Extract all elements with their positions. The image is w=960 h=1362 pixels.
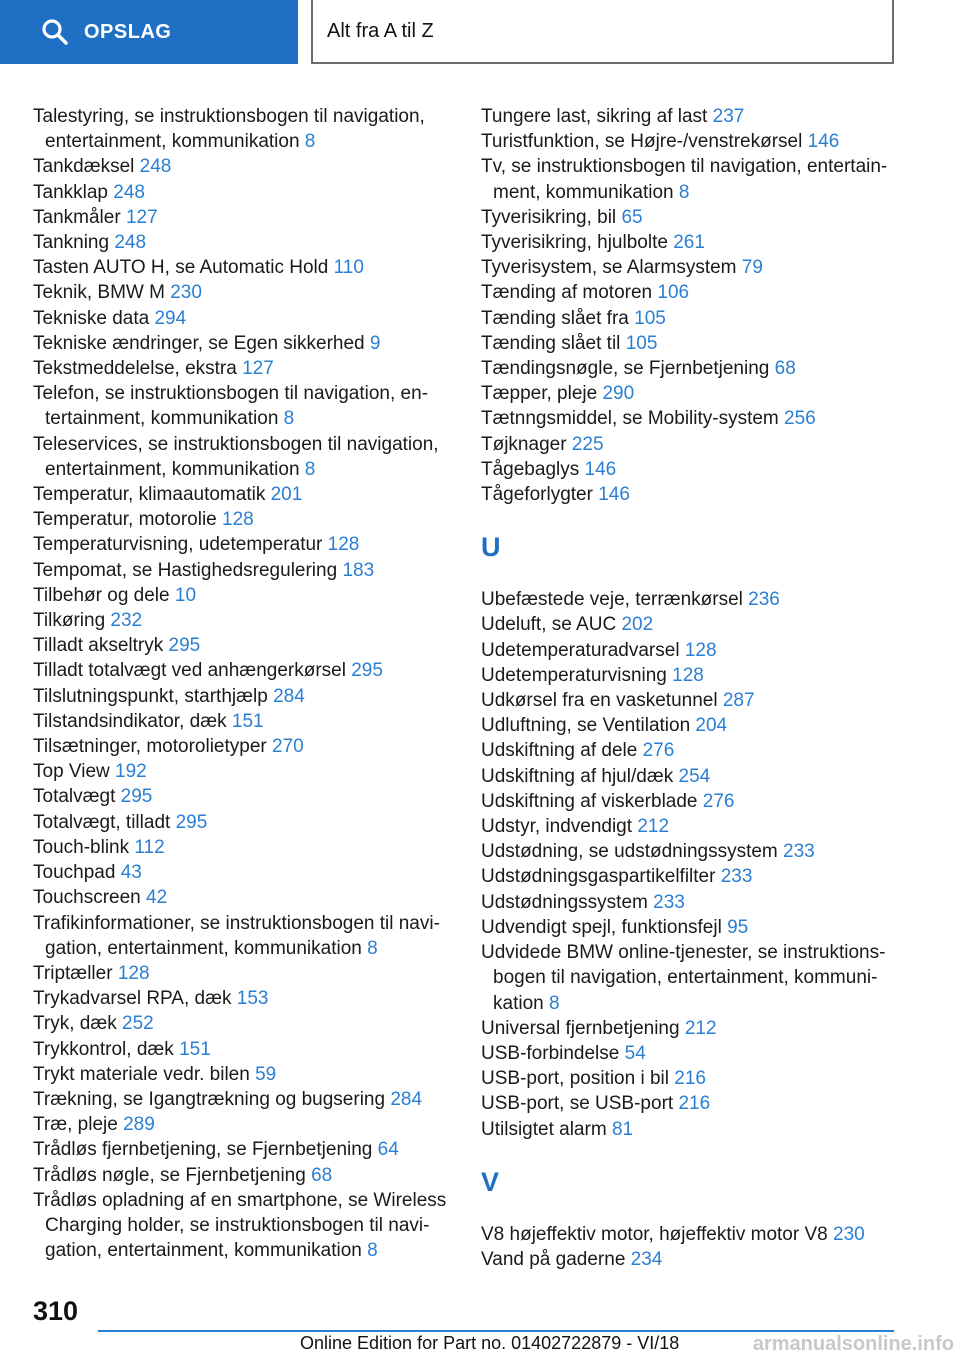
- index-entry-text: Udstødning, se udstødningssystem: [481, 841, 778, 863]
- page-link[interactable]: 127: [125, 206, 158, 228]
- page-link[interactable]: 110: [333, 257, 364, 279]
- index-entry: [481, 864, 911, 889]
- watermark: armanualsonline.info: [752, 1333, 954, 1355]
- page-link[interactable]: 128: [672, 664, 704, 686]
- page-link[interactable]: 216: [674, 1068, 706, 1090]
- index-entry: [33, 230, 463, 255]
- index-entry: [33, 784, 463, 809]
- page-link[interactable]: 254: [678, 765, 711, 787]
- index-entry-text: Trafikinformationer, se instruktionsbogen til navi-gation, entertainment, kommunikation: [33, 912, 440, 959]
- index-entry-text: Ubefæstede veje, terrænkørsel: [481, 589, 743, 611]
- index-entry-text: Tasten AUTO H, se Automatic Hold: [33, 257, 329, 279]
- index-entry-text: Udstødningssystem: [481, 891, 648, 913]
- index-entry-text: Udskiftning af viskerblade: [481, 790, 698, 812]
- index-entry-text: Totalvægt, tilladt: [33, 811, 171, 833]
- index-entry: [33, 633, 463, 658]
- index-entry: [481, 381, 911, 406]
- index-entry-text: Tøjknager: [481, 433, 567, 455]
- index-entry-text: Trådløs nøgle, se Fjernbetjening: [33, 1164, 306, 1186]
- index-entry-text: Udetemperaturvisning: [481, 664, 667, 686]
- index-entry-text: Universal fjernbetjening: [481, 1017, 680, 1039]
- page-link[interactable]: 294: [154, 307, 187, 329]
- index-entry-text: Teknik, BMW M: [33, 282, 165, 304]
- page-link[interactable]: 248: [139, 156, 172, 178]
- index-entry: [481, 205, 911, 230]
- page-link[interactable]: 151: [231, 710, 264, 732]
- page-link[interactable]: 105: [625, 332, 658, 354]
- index-entry: [481, 915, 911, 940]
- index-entry-text: Teleservices, se instruktionsbogen til navigation, entertainment, kommunikation: [33, 433, 439, 480]
- page-link[interactable]: 146: [584, 458, 617, 480]
- index-entry-text: Tilkøring: [33, 610, 106, 632]
- page-link[interactable]: 212: [684, 1017, 717, 1039]
- index-entry-text: Temperaturvisning, udetemperatur: [33, 534, 323, 556]
- page-link[interactable]: 295: [175, 811, 208, 833]
- index-entry-text: Udkørsel fra en vasketunnel: [481, 690, 718, 712]
- index-entry: [33, 1163, 463, 1188]
- index-column-left: [33, 104, 463, 1263]
- index-entry: [33, 1037, 463, 1062]
- index-entry-text: Udstyr, indvendigt: [481, 816, 633, 838]
- index-entry: [481, 306, 911, 331]
- page-link[interactable]: 128: [684, 639, 717, 661]
- index-entry-text: Triptæller: [33, 962, 113, 984]
- page-title: Alt fra A til Z: [311, 0, 894, 64]
- index-entry: [481, 230, 911, 255]
- index-entry: [481, 1041, 911, 1066]
- index-entry: [33, 205, 463, 230]
- page-link[interactable]: 54: [624, 1042, 646, 1064]
- index-entry-text: Tekniske data: [33, 307, 150, 329]
- page-link[interactable]: 79: [741, 257, 763, 279]
- index-entry-text: Tætnngsmiddel, se Mobility-system: [481, 408, 779, 430]
- index-entry-text: Udluftning, se Ventilation: [481, 715, 691, 737]
- page-link[interactable]: 284: [273, 685, 305, 707]
- page-link[interactable]: 234: [630, 1248, 663, 1270]
- page-link[interactable]: 64: [377, 1139, 399, 1161]
- page-link[interactable]: 201: [270, 484, 303, 506]
- page-link[interactable]: 212: [637, 816, 670, 838]
- page-link[interactable]: 204: [695, 715, 728, 737]
- index-entry: [33, 608, 463, 633]
- index-entry: [481, 457, 911, 482]
- page-link[interactable]: 8: [367, 1240, 378, 1262]
- index-entry: [33, 911, 463, 961]
- index-entry: [481, 839, 911, 864]
- index-entry: [481, 1091, 911, 1116]
- index-entry: [481, 789, 911, 814]
- index-entry-text: V8 højeffektiv motor, højeffektiv motor V8: [481, 1223, 828, 1245]
- page-number: 310: [33, 1296, 79, 1326]
- index-entry-text: USB-forbindelse: [481, 1042, 620, 1064]
- index-entry: [33, 810, 463, 835]
- index-entry-text: Tilsætninger, motorolietyper: [33, 736, 267, 758]
- index-entry-text: Tungere last, sikring af last: [481, 106, 708, 127]
- index-entry-text: Udvendigt spejl, funktionsfejl: [481, 916, 722, 938]
- index-entry: [481, 587, 911, 612]
- page-link[interactable]: 183: [342, 559, 375, 581]
- index-entry: [481, 890, 911, 915]
- page-link[interactable]: 146: [598, 484, 630, 506]
- page-link[interactable]: 236: [748, 589, 780, 611]
- index-entry: [481, 154, 911, 204]
- index-entry: [33, 507, 463, 532]
- page-link[interactable]: 216: [678, 1093, 711, 1115]
- index-entry: [481, 1117, 911, 1142]
- index-entry-text: Utilsigtet alarm: [481, 1118, 607, 1140]
- index-entry: [481, 612, 911, 637]
- page-link[interactable]: 43: [120, 862, 142, 884]
- page-link[interactable]: 289: [123, 1114, 155, 1136]
- section-letter-v: V: [481, 1166, 500, 1197]
- index-entry: [33, 1112, 463, 1137]
- page-link[interactable]: 153: [236, 988, 269, 1010]
- section-letter-u: U: [481, 532, 501, 563]
- index-entry-text: Tankdæksel: [33, 156, 135, 178]
- index-entry-text: Tågeforlygter: [481, 484, 593, 506]
- index-entry-text: Talestyring, se instruktionsbogen til navigation, entertainment, kommunikation: [33, 106, 425, 153]
- page-link[interactable]: 192: [115, 761, 147, 783]
- page-link[interactable]: 8: [367, 937, 378, 959]
- page-link[interactable]: 233: [783, 841, 815, 863]
- page-link[interactable]: 151: [179, 1038, 211, 1060]
- index-entry: [33, 154, 463, 179]
- page-link[interactable]: 59: [255, 1063, 277, 1085]
- index-entry-text: Tænding slået til: [481, 332, 621, 354]
- index-entry-text: Tankklap: [33, 181, 108, 203]
- index-entry: [33, 986, 463, 1011]
- index-entry: [33, 1188, 463, 1264]
- index-entry-text: Tilbehør og dele: [33, 584, 170, 606]
- index-entry: [481, 1066, 911, 1091]
- index-entry: [33, 835, 463, 860]
- index-entry: [481, 482, 911, 507]
- index-entry-text: Tekniske ændringer, se Egen sikkerhed: [33, 332, 365, 354]
- page-link[interactable]: 8: [283, 408, 295, 430]
- page-link[interactable]: 127: [242, 358, 274, 380]
- page-link[interactable]: 68: [311, 1164, 333, 1186]
- page-link[interactable]: 68: [774, 358, 796, 380]
- page-link[interactable]: 230: [170, 282, 202, 304]
- index-entry: [481, 280, 911, 305]
- search-tab-label: OPSLAG: [84, 20, 172, 43]
- page-link[interactable]: 128: [222, 509, 254, 531]
- index-entry-text: Trådløs fjernbetjening, se Fjernbetjening: [33, 1139, 373, 1161]
- index-entry-text: Tankmåler: [33, 206, 121, 228]
- index-entry-text: Trykkontrol, dæk: [33, 1038, 174, 1060]
- page-link[interactable]: 270: [272, 736, 304, 758]
- index-entry: [481, 713, 911, 738]
- index-entry-text: Tilstandsindikator, dæk: [33, 710, 227, 732]
- index-entry: [33, 885, 463, 910]
- page-link[interactable]: 287: [722, 690, 755, 712]
- index-entry: [481, 255, 911, 280]
- index-entry: [33, 280, 463, 305]
- page-link[interactable]: 146: [807, 131, 840, 153]
- page-link[interactable]: 8: [304, 131, 316, 153]
- index-entry: [481, 356, 911, 381]
- index-entry: [33, 658, 463, 683]
- page-link[interactable]: 295: [168, 635, 201, 657]
- index-entry: [33, 306, 463, 331]
- index-entry-text: Touchscreen: [33, 887, 141, 909]
- page-link[interactable]: 295: [120, 786, 153, 808]
- page-link[interactable]: 225: [571, 433, 604, 455]
- page-link[interactable]: 237: [712, 106, 745, 127]
- page-link[interactable]: 284: [390, 1088, 423, 1110]
- page-link[interactable]: 290: [602, 383, 635, 405]
- index-entry: [33, 180, 463, 205]
- index-entry-text: Tyverisystem, se Alarmsystem: [481, 257, 737, 279]
- index-entry-text: Udeluft, se AUC: [481, 614, 617, 636]
- index-entry: [481, 432, 911, 457]
- index-entry: [33, 255, 463, 280]
- index-entry: [481, 688, 911, 713]
- page-link[interactable]: 232: [110, 610, 143, 632]
- page-link[interactable]: 295: [351, 660, 383, 682]
- index-entry-text: Tryk, dæk: [33, 1013, 117, 1035]
- page-link[interactable]: 233: [653, 891, 685, 913]
- index-entry-text: Trækning, se Igangtrækning og bugsering: [33, 1088, 386, 1110]
- index-entry-text: Tyverisikring, bil: [481, 206, 617, 228]
- index-entry: [33, 709, 463, 734]
- page-link[interactable]: 8: [304, 458, 316, 480]
- index-entry-text: Trykt materiale vedr. bilen: [33, 1063, 250, 1085]
- index-entry-text: USB-port, se USB-port: [481, 1093, 674, 1115]
- index-entry-text: Totalvægt: [33, 786, 116, 808]
- index-entry: [33, 1087, 463, 1112]
- index-entry-text: Udskiftning af dele: [481, 740, 638, 762]
- index-entry-text: Top View: [33, 761, 110, 783]
- index-entry-text: Temperatur, motorolie: [33, 509, 217, 531]
- index-entry-text: Træ, pleje: [33, 1114, 118, 1136]
- index-entry: [33, 432, 463, 482]
- index-entry: [481, 940, 911, 1016]
- page-link[interactable]: 261: [673, 232, 705, 254]
- page-link[interactable]: 81: [611, 1118, 634, 1140]
- index-entry-text: Touchpad: [33, 862, 116, 884]
- index-entry: [481, 104, 911, 129]
- page-link[interactable]: 202: [621, 614, 654, 636]
- page-link[interactable]: 233: [720, 866, 753, 888]
- index-entry-text: Tempomat, se Hastighedsregulering: [33, 559, 338, 581]
- index-entry: [481, 331, 911, 356]
- page-link[interactable]: 128: [117, 962, 150, 984]
- index-entry: [481, 638, 911, 663]
- index-entry: [481, 1016, 911, 1041]
- page-link[interactable]: 105: [634, 307, 666, 329]
- index-entry: [481, 1222, 911, 1247]
- index-entry-text: Tågebaglys: [481, 458, 580, 480]
- page-link[interactable]: 276: [702, 790, 735, 812]
- index-entry-text: Tændingsnøgle, se Fjernbetjening: [481, 358, 770, 380]
- page-link[interactable]: 256: [784, 408, 816, 430]
- index-entry-text: Tv, se instruktionsbogen til navigation, entertain-ment, kommunikation: [481, 156, 888, 203]
- index-entry: [481, 406, 911, 431]
- index-entry-text: Tæpper, pleje: [481, 383, 598, 405]
- index-entry-text: Tyverisikring, hjulbolte: [481, 232, 668, 254]
- index-entry-text: Udetemperaturadvarsel: [481, 639, 680, 661]
- index-entry-text: Tænding af motoren: [481, 282, 653, 304]
- page-link[interactable]: 276: [642, 740, 675, 762]
- page-link[interactable]: 252: [122, 1013, 154, 1035]
- index-entry: [33, 759, 463, 784]
- index-entry-text: Udvidede BMW online-tjenester, se instruktions-bogen til navigation, entertainment, kommuni-kation: [481, 942, 886, 1014]
- index-entry: [33, 734, 463, 759]
- index-entry-text: USB-port, position i bil: [481, 1068, 669, 1090]
- index-column-right: [481, 104, 911, 1272]
- index-entry-text: Tankning: [33, 232, 110, 254]
- index-entry: [33, 482, 463, 507]
- index-entry: [481, 129, 911, 154]
- page-link[interactable]: 248: [113, 181, 145, 203]
- edition-note: Online Edition for Part no. 01402722879 - VI/18: [300, 1333, 680, 1353]
- index-entry-text: Tilladt akseltryk: [33, 635, 164, 657]
- index-entry: [481, 1247, 911, 1272]
- page-link[interactable]: 230: [833, 1223, 865, 1245]
- index-entry: [33, 558, 463, 583]
- index-entry-text: Tilladt totalvægt ved anhængerkørsel: [33, 660, 346, 682]
- index-entry-text: Udstødningsgaspartikelfilter: [481, 866, 716, 888]
- footer-divider: [98, 1330, 894, 1332]
- search-tab[interactable]: [0, 0, 298, 64]
- page-link[interactable]: 112: [134, 836, 165, 858]
- index-entry-text: Telefon, se instruktionsbogen til navigation, en-tertainment, kommunikation: [33, 383, 429, 430]
- page-link[interactable]: 42: [146, 887, 168, 909]
- index-entry: [481, 814, 911, 839]
- index-entry-text: Temperatur, klimaautomatik: [33, 484, 266, 506]
- index-entry-text: Touch-blink: [33, 836, 130, 858]
- index-entry: [33, 104, 463, 154]
- index-entry-text: Tilslutningspunkt, starthjælp: [33, 685, 268, 707]
- index-entry-text: Turistfunktion, se Højre-/venstrekørsel: [481, 131, 803, 153]
- index-entry: [33, 331, 463, 356]
- page-link[interactable]: 8: [678, 181, 690, 203]
- page-link[interactable]: 65: [621, 206, 643, 228]
- index-entry: [33, 961, 463, 986]
- index-entry-text: Udskiftning af hjul/dæk: [481, 765, 674, 787]
- index-entry: [33, 1011, 463, 1036]
- index-entry: [33, 860, 463, 885]
- index-entry: [33, 1137, 463, 1162]
- index-entry: [33, 583, 463, 608]
- page-link[interactable]: 128: [327, 534, 360, 556]
- index-entry: [33, 381, 463, 431]
- index-entry: [33, 1062, 463, 1087]
- index-entry-text: Vand på gaderne: [481, 1248, 626, 1270]
- index-entry: [33, 684, 463, 709]
- page-link[interactable]: 9: [369, 332, 381, 354]
- index-entry: [481, 663, 911, 688]
- index-entry: [481, 764, 911, 789]
- page-link[interactable]: 106: [657, 282, 690, 304]
- index-entry-text: Trådløs opladning af en smartphone, se Wireless Charging holder, se instruktionsbogen til navi-gation, entertainment, kommunikation: [33, 1189, 447, 1262]
- page-link[interactable]: 95: [727, 916, 749, 938]
- index-entry: [481, 738, 911, 763]
- page-link[interactable]: 248: [114, 232, 147, 254]
- index-entry: [33, 532, 463, 557]
- index-entry-text: Trykadvarsel RPA, dæk: [33, 988, 232, 1010]
- index-entry-text: Tekstmeddelelse, ekstra: [33, 358, 237, 380]
- index-entry-text: Tænding slået fra: [481, 307, 629, 329]
- index-entry: [33, 356, 463, 381]
- page-link[interactable]: 10: [174, 584, 197, 606]
- search-icon: [40, 17, 70, 47]
- page-link[interactable]: 8: [548, 992, 560, 1014]
